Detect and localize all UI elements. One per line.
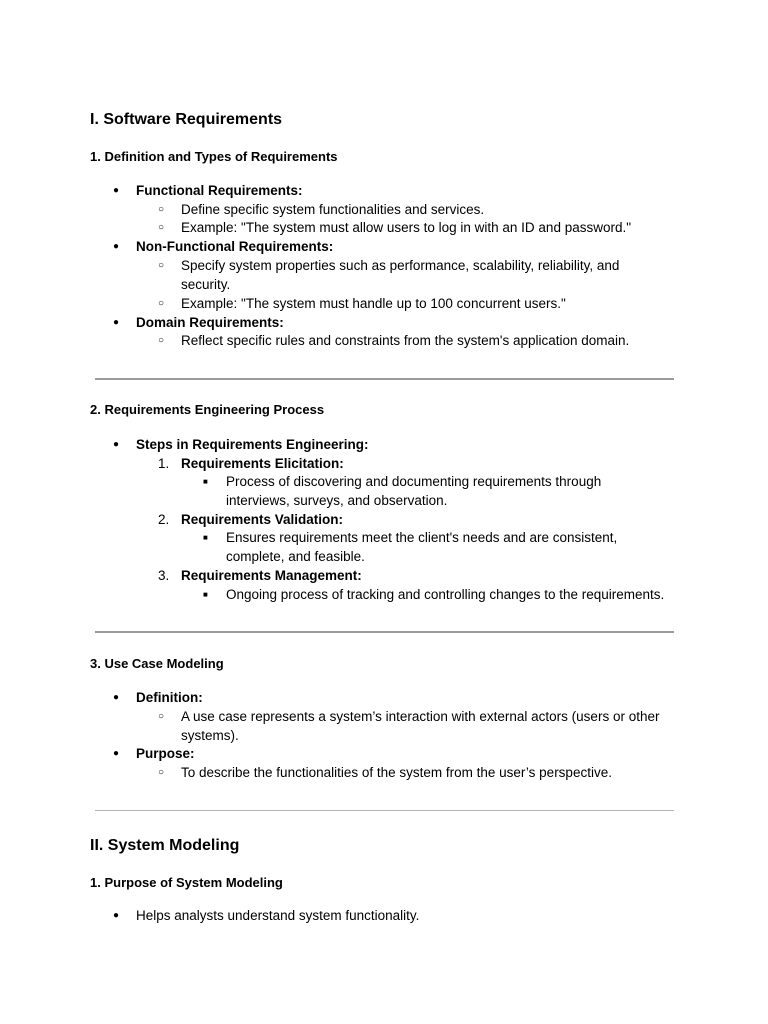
list-item: Helps analysts understand system functionality.: [136, 908, 420, 923]
step-number: 3.: [158, 568, 170, 583]
circle-bullet-icon: ○: [158, 204, 165, 215]
list-subitem: Define specific system functionalities and services.: [181, 202, 485, 217]
step-number: 1.: [158, 456, 170, 471]
list-item-label: Functional Requirements:: [136, 183, 303, 198]
list-subitem: To describe the functionalities of the system from the user’s perspective.: [181, 765, 612, 780]
bullet-icon: ●: [113, 692, 120, 703]
subsection-heading: 2. Requirements Engineering Process: [90, 402, 325, 417]
bullet-icon: ●: [113, 748, 120, 759]
bullet-icon: ●: [113, 439, 120, 450]
step-detail: Process of discovering and documenting requirements through interviews, surveys, and observation.: [226, 474, 602, 508]
step-label: Requirements Management:: [181, 568, 362, 583]
square-bullet-icon: ■: [203, 477, 208, 486]
circle-bullet-icon: ○: [158, 711, 165, 722]
bullet-icon: ●: [113, 241, 120, 252]
list-subitem: A use case represents a system’s interaction with external actors (users or other systems).: [181, 709, 660, 743]
subsection-heading: 1. Definition and Types of Requirements: [90, 149, 338, 164]
bullet-icon: ●: [113, 910, 120, 921]
horizontal-divider: [95, 810, 674, 811]
list-item-label: Steps in Requirements Engineering:: [136, 437, 369, 452]
section-heading: I. Software Requirements: [90, 111, 283, 128]
bullet-icon: ●: [113, 185, 120, 196]
list-subitem: Reflect specific rules and constraints from the system's application domain.: [181, 333, 630, 348]
subsection-heading: 1. Purpose of System Modeling: [90, 875, 283, 890]
step-detail: Ongoing process of tracking and controlling changes to the requirements.: [226, 587, 665, 602]
step-detail: Ensures requirements meet the client's needs and are consistent, complete, and feasible.: [226, 530, 618, 564]
circle-bullet-icon: ○: [158, 335, 165, 346]
list-subitem: Example: "The system must allow users to log in with an ID and password.": [181, 220, 632, 235]
circle-bullet-icon: ○: [158, 767, 165, 778]
circle-bullet-icon: ○: [158, 298, 165, 309]
bullet-icon: ●: [113, 317, 120, 328]
circle-bullet-icon: ○: [158, 260, 165, 271]
step-label: Requirements Validation:: [181, 512, 344, 527]
list-item-label: Non-Functional Requirements:: [136, 239, 334, 254]
square-bullet-icon: ■: [203, 590, 208, 599]
circle-bullet-icon: ○: [158, 222, 165, 233]
horizontal-divider: [95, 631, 674, 633]
list-subitem: Specify system properties such as performance, scalability, reliability, and security.: [181, 258, 620, 292]
horizontal-divider: [95, 378, 674, 380]
subsection-heading: 3. Use Case Modeling: [90, 656, 224, 671]
square-bullet-icon: ■: [203, 533, 208, 542]
step-number: 2.: [158, 512, 170, 527]
list-item-label: Purpose:: [136, 746, 195, 761]
list-item-label: Domain Requirements:: [136, 315, 284, 330]
section-heading: II. System Modeling: [90, 837, 240, 854]
step-label: Requirements Elicitation:: [181, 456, 344, 471]
list-item-label: Definition:: [136, 690, 203, 705]
list-subitem: Example: "The system must handle up to 100 concurrent users.": [181, 296, 566, 311]
